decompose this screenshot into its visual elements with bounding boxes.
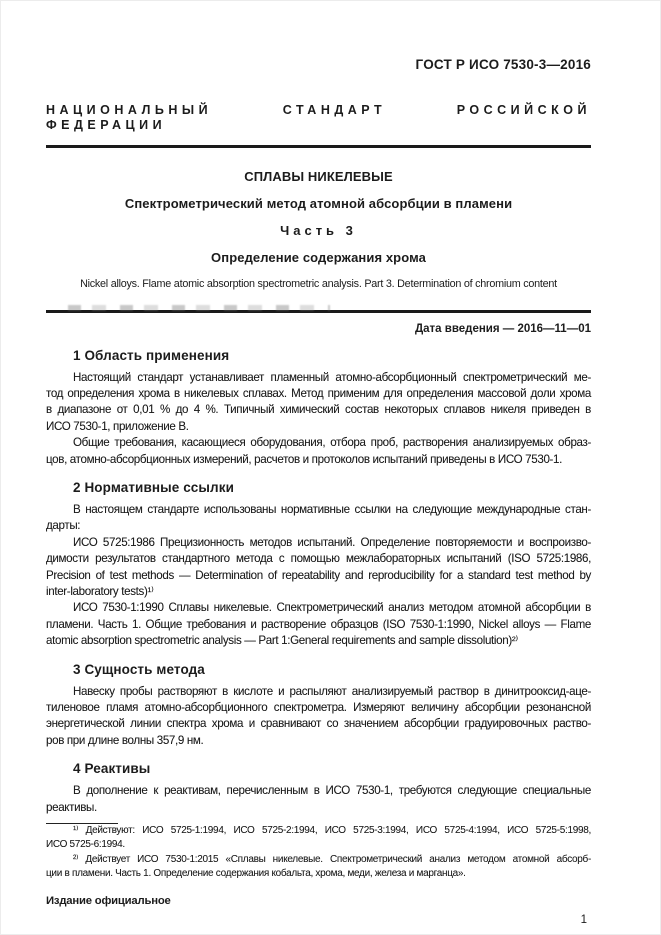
title-english: Nickel alloys. Flame atomic absorption spectrometric analysis. Part 3. Determination of chromium content [80, 278, 557, 290]
paragraph [46, 600, 591, 649]
text-line: цов, атомно-абсорбционных измерений, расчетов и протоколов испытаний приведены в ИСО 7530-1. [46, 452, 563, 466]
redacted-codes-smudge [68, 305, 330, 311]
paragraph [46, 435, 591, 468]
text-line: Общие требования, касающиеся оборудования, отбора проб, растворения анализируемых образ- [73, 436, 591, 450]
page-content [46, 1, 591, 927]
footnote-2 [46, 853, 591, 882]
footnote-1 [46, 824, 591, 853]
text-line: ИСО 7530-1, приложение В. [46, 419, 189, 433]
text-line: В дополнение к реактивам, перечисленным в ИСО 7530-1, требуются следующие специальные [73, 784, 591, 798]
text-line: в диапазоне от 0,01 % до 4 %. Типичный химический состав некоторых сплавов никеля приведен в [46, 403, 591, 417]
text-line: ИСО 5725:1986 Прецизионность методов испытаний. Определение повторяемости и воспроизво- [73, 535, 591, 549]
official-edition-note: Издание официальное [46, 894, 171, 907]
text-line: пламени. Часть 1. Общие требования и растворение образцов (ISO 7530-1:1990, Nickel alloys — Flame [46, 617, 591, 631]
text-line: Навеску пробы растворяют в кислоте и распыляют анализируемый раствор в динитрооксид-аце- [73, 684, 591, 698]
section-heading: 2 Нормативные ссылки [73, 479, 234, 495]
paragraph [46, 502, 591, 535]
paragraph [46, 370, 591, 436]
text-line: Precision of test methods — Determination of repeatability and reproducibility for a standard test method by [46, 568, 591, 582]
text-line: ров при длине волны 357,9 нм. [46, 733, 204, 747]
page-number: 1 [580, 913, 587, 926]
section-reagents [46, 761, 591, 816]
title-subtitle: Спектрометрический метод атомной абсорбции в пламени [124, 196, 513, 211]
intro-rule-wrap [46, 310, 591, 313]
paragraph [46, 783, 591, 816]
text-line: inter-laboratory tests)¹⁾ [46, 584, 154, 598]
text-line: Настоящий стандарт устанавливает пламенный атомно-абсорбционный спектрометрический ме- [73, 370, 591, 384]
text-line: atomic absorption spectrometric analysis — Part 1:General requirements and sample dissolution)²⁾ [46, 634, 518, 648]
text-line: ¹⁾ Действуют: ИСО 5725-1:1994, ИСО 5725-2:1994, ИСО 5725-3:1994, ИСО 5725-4:1994, ИСО 5725-5:1998, [73, 825, 591, 837]
text-line: тод определения хрома в никелевых сплавах. Метод применим для определения массовой доли хрома [46, 386, 591, 400]
section-heading: 1 Область применения [73, 347, 230, 363]
title-main: СПЛАВЫ НИКЕЛЕВЫЕ [244, 169, 393, 184]
text-line: В настоящем стандарте использованы нормативные ссылки на следующие международные стан- [73, 502, 591, 516]
section-heading: 3 Сущность метода [73, 661, 205, 677]
paragraph [46, 684, 591, 750]
text-line: ²⁾ Действует ИСО 7530-1:2015 «Сплавы никелевые. Спектрометрический анализ методом атомной абсорб- [73, 853, 591, 865]
introduction-date: Дата введения — 2016—11—01 [414, 322, 591, 335]
text-line: ИСО 7530-1:1990 Сплавы никелевые. Спектрометрический анализ методом атомной абсорбции в [73, 601, 591, 615]
title-part: Часть 3 [280, 223, 357, 238]
doc-code: ГОСТ Р ИСО 7530-3—2016 [415, 57, 591, 72]
text-line: энергетической линии спектра хрома и сравнивают со значением абсорбции градуировочных раство- [46, 717, 591, 731]
section-heading: 4 Реактивы [73, 761, 151, 777]
section-method-essence [46, 662, 591, 750]
title-block [46, 169, 591, 291]
national-standard-banner: НАЦИОНАЛЬНЫЙ СТАНДАРТ РОССИЙСКОЙ ФЕДЕРАЦИИ [46, 103, 591, 132]
section-normative-references [46, 480, 591, 650]
text-line: дарты: [46, 519, 81, 533]
paragraph [46, 535, 591, 601]
text-line: тиленовое пламя атомно-абсорбционного спектрометра. Измеряют величину абсорбции резонансной [46, 701, 591, 714]
text-line: димости результатов стандартного метода с помощью межлабораторных испытаний (ISO 5725:1986, [46, 552, 591, 566]
section-scope [46, 348, 591, 468]
title-section: Определение содержания хрома [211, 250, 426, 265]
text-line: ИСО 5725-6:1994. [46, 839, 125, 851]
text-line: ции в пламени. Часть 1. Определение содержания кобальта, хрома, меди, железа и марганца». [46, 868, 466, 880]
header-rule [46, 145, 591, 148]
text-line: реактивы. [46, 800, 97, 814]
